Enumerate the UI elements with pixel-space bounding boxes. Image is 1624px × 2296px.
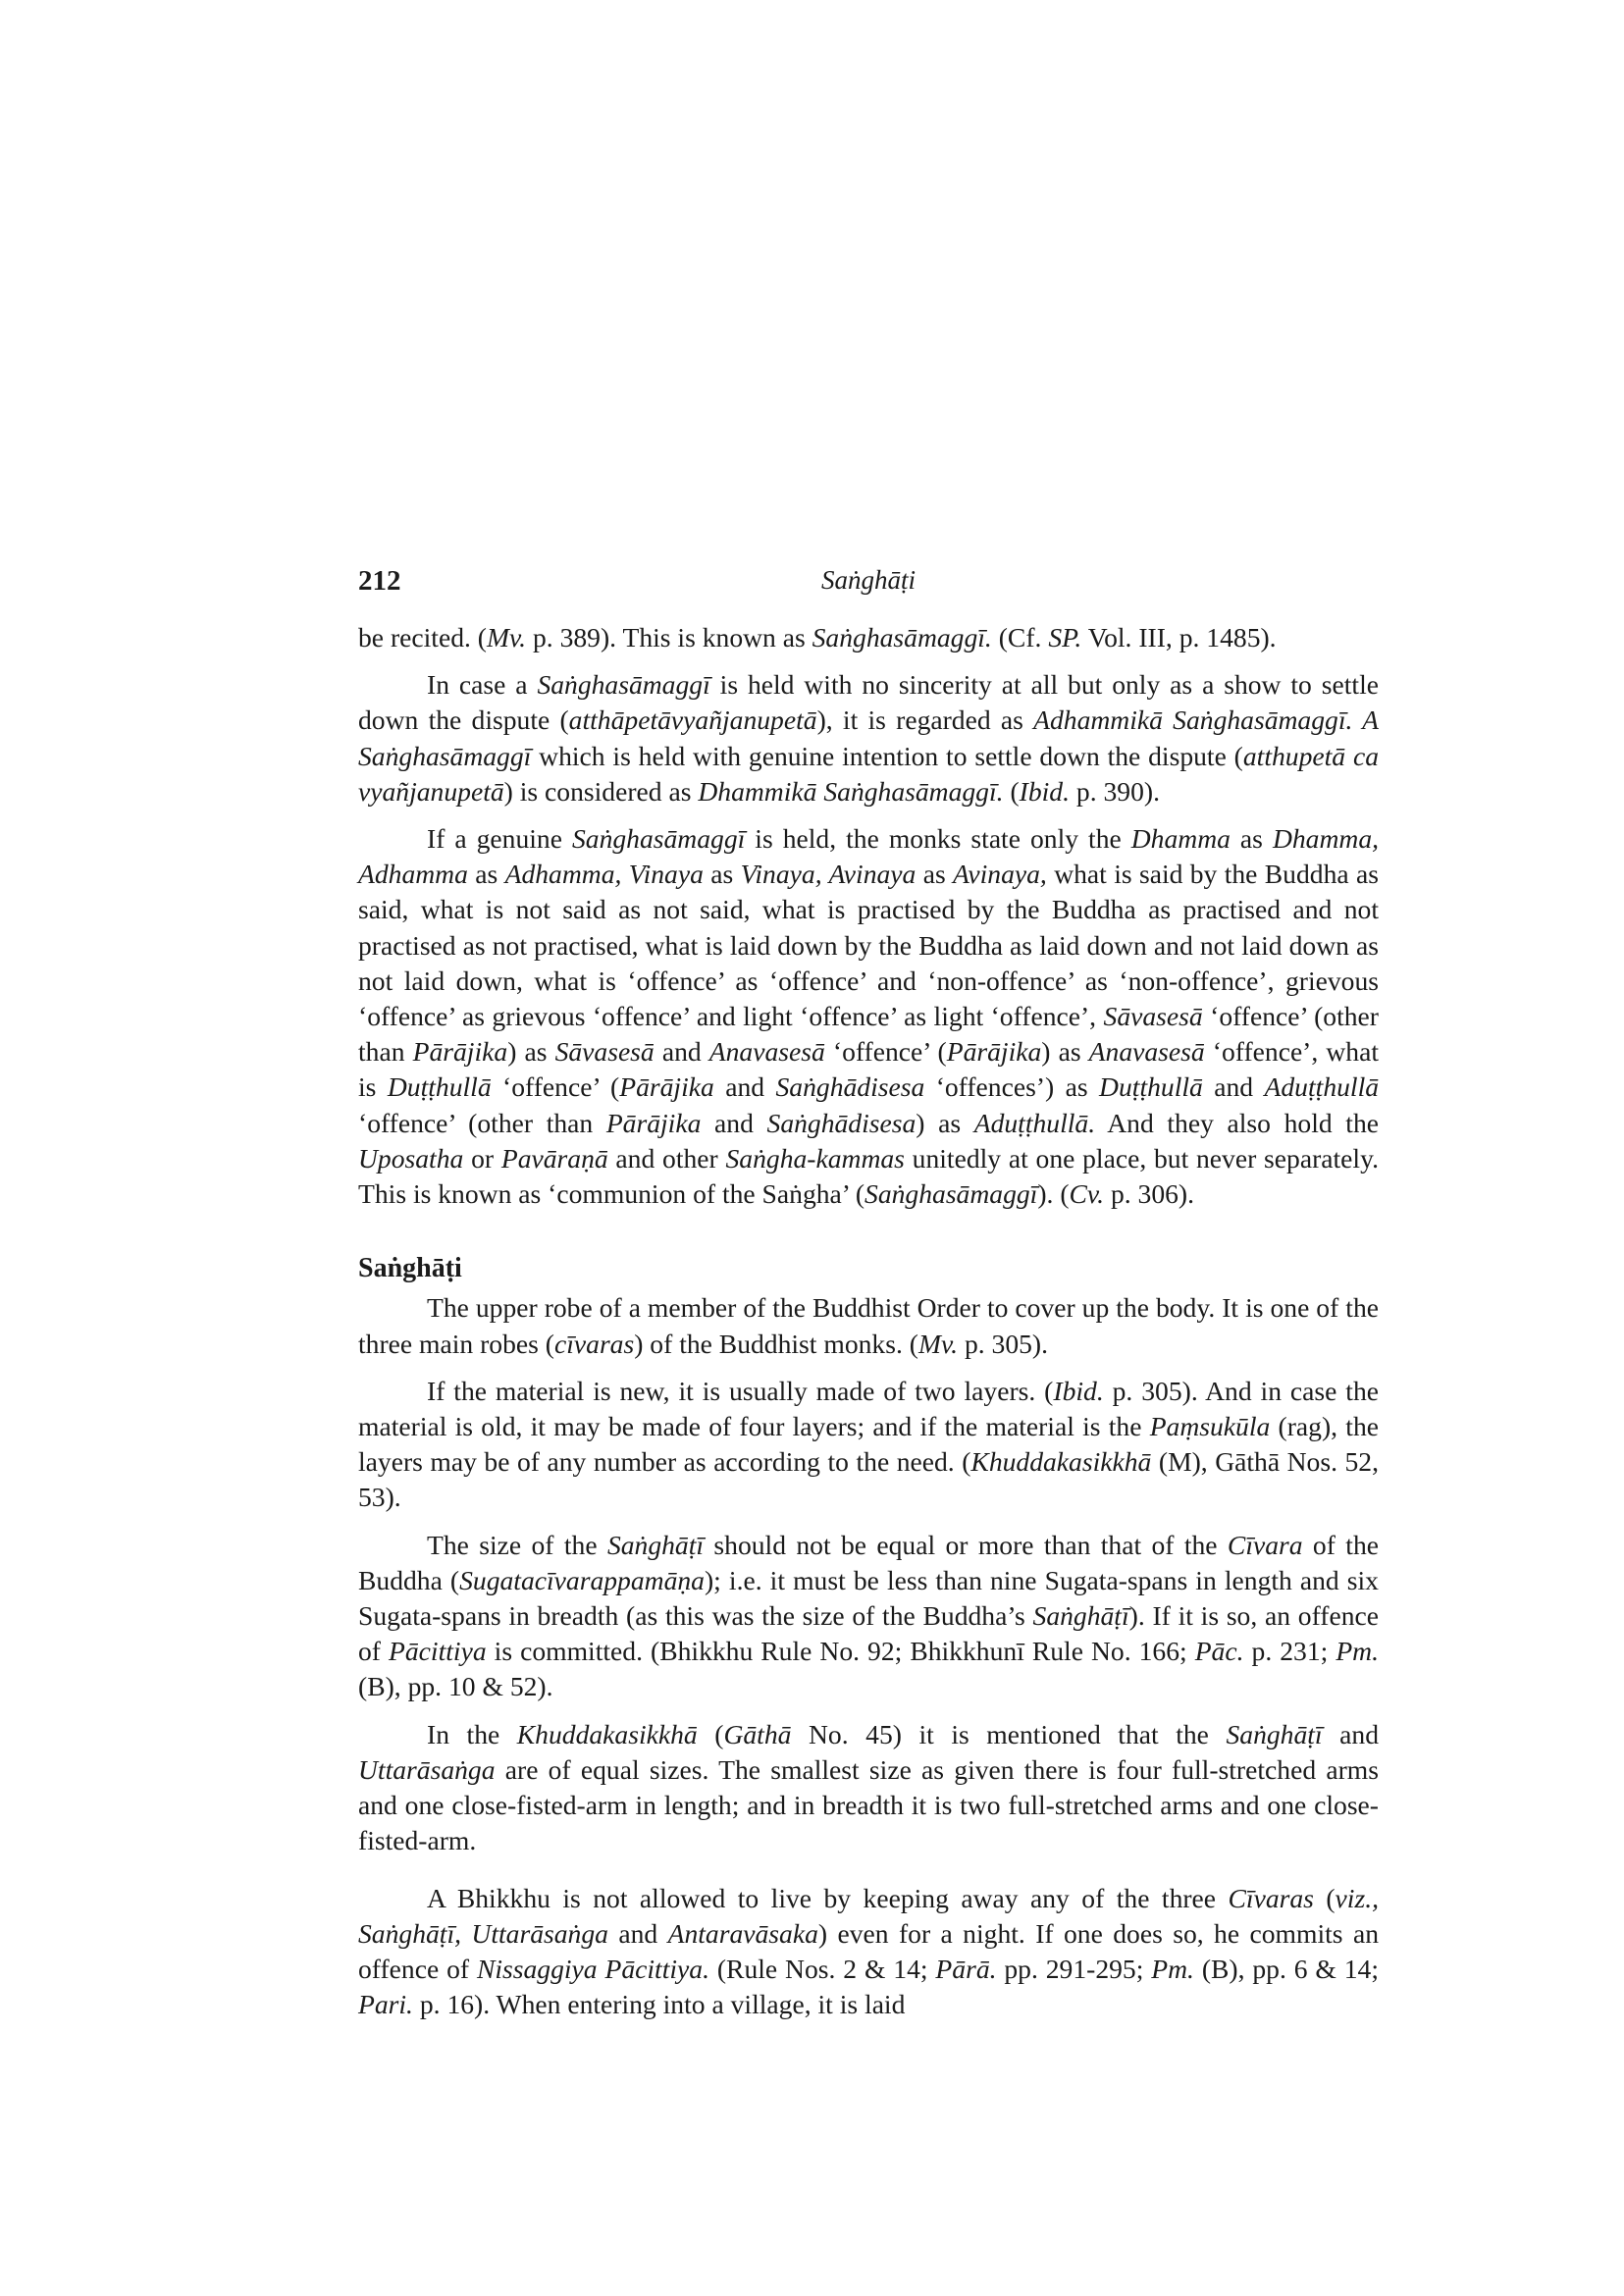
text-run: what is said by the Buddha as said, what is not said as not said, what is practised by the Buddha as practised and not practised as not practised, what is laid down by the Buddha as laid down and not laid down as not laid down, what is ‘offence’ as ‘offence’ and ‘non-offence’ as ‘non-offence’, grievous ‘offence’ as grievous ‘offence’ and light ‘offence’ as light ‘offence’, <box>358 859 1379 1032</box>
italic-term: Sugatacīvarappamāṇa <box>459 1564 705 1595</box>
italic-term: Pm. <box>1336 1636 1380 1667</box>
italic-term: Pavāraṇā <box>500 1142 608 1174</box>
page-header <box>358 565 1379 604</box>
text-run: pp. 291-295; <box>996 1953 1152 1984</box>
paragraph <box>358 667 1379 809</box>
text-run: should not be equal or more than that of the <box>704 1529 1228 1560</box>
text-run: ‘offence’, what is <box>358 1036 1380 1103</box>
text-run: No. 45) it is mentioned that the <box>791 1718 1227 1749</box>
text-run: as <box>916 859 954 890</box>
italic-term: Ibid. <box>1019 775 1070 807</box>
italic-term: Aduṭṭhullā. <box>973 1107 1096 1138</box>
section-heading: Saṅghāṭi <box>358 1253 462 1284</box>
paragraph <box>358 1881 1379 2023</box>
text-run: p. 389). This is known as <box>526 622 812 652</box>
text-run: are of equal sizes. The smallest size as given there is four full-stretched arms and one close-fisted-arm in length; and in breadth it is two full-stretched arms and one close-fisted-arm. <box>358 1753 1379 1856</box>
italic-term: Saṅghasāmaggī <box>537 669 710 701</box>
text-run: ). ( <box>1037 1178 1070 1210</box>
text-run: p. 305). <box>958 1328 1049 1359</box>
italic-term: Nissaggiya Pācittiya. <box>476 1953 709 1984</box>
text-run: ( <box>697 1718 724 1749</box>
italic-term: Saṅgha-kammas <box>725 1142 905 1174</box>
text-run: Vol. III, p. 1485). <box>1081 622 1277 652</box>
italic-term: Gāthā <box>723 1718 792 1749</box>
text-run: is held, the monks state only the <box>745 823 1131 855</box>
running-title: Saṅghāṭi <box>820 565 916 595</box>
italic-term: Vinaya, Avinaya <box>740 859 917 890</box>
italic-term: Saṅghāṭī <box>1226 1718 1323 1749</box>
text-run: ); i.e. it must be less than nine Sugata-spans in length and six Sugata-spans in breadth (as this was the size of the Buddha’s <box>358 1564 1379 1632</box>
text-run: p. 306). <box>1104 1178 1195 1210</box>
text-run: is held with no sincerity at all but only as a show to settle down the dispute ( <box>358 669 1379 736</box>
text-run: of the Buddha ( <box>358 1529 1379 1595</box>
text-run: and <box>713 1071 776 1103</box>
italic-term: Uttarāsaṅga <box>358 1753 496 1785</box>
italic-term: Saṅghāṭī <box>1032 1600 1129 1632</box>
text-run: (B), pp. 6 & 14; <box>1193 1953 1380 1984</box>
text-run: ‘offence’ (other than <box>358 1107 606 1138</box>
text-run: as <box>1230 823 1273 855</box>
text-run: ( <box>1313 1882 1336 1913</box>
italic-term: Saṅghādisesa <box>775 1071 925 1103</box>
text-run: and <box>701 1107 767 1138</box>
paragraph <box>358 1528 1379 1705</box>
text-run: and <box>654 1036 709 1068</box>
text-run: The upper robe of a member of the Buddhist Order to cover up the body. It is one of the three main robes ( <box>358 1292 1379 1359</box>
italic-term: Aduṭṭhullā <box>1264 1071 1380 1103</box>
text-run: p. 305). And in case the material is old, it may be made of four layers; and if the material is the <box>358 1375 1379 1442</box>
text-run: (Rule Nos. 2 & 14; <box>708 1953 936 1984</box>
italic-term: Dhamma <box>1130 823 1231 855</box>
text-run: p. 390). <box>1070 775 1160 807</box>
page-number: 212 <box>358 565 401 597</box>
italic-term: Uposatha <box>358 1142 464 1174</box>
text-run: unitedly at one place, but never separately. This is known as ‘communion of the Saṅgha’ ( <box>358 1142 1380 1210</box>
italic-term: Pari. <box>358 1989 413 2020</box>
italic-term: Pārājika <box>412 1036 508 1068</box>
paragraph <box>358 821 1379 1212</box>
text-run: be recited. ( <box>358 622 487 652</box>
text-run: And they also hold the <box>1095 1107 1379 1138</box>
italic-term: Pārā. <box>935 1953 997 1984</box>
italic-term: Duṭṭhullā <box>387 1071 492 1103</box>
italic-term: Cīvara <box>1227 1529 1303 1560</box>
text-run: (B), pp. 10 & 52). <box>358 1671 553 1702</box>
text-run: ‘offence’ ( <box>491 1071 620 1103</box>
italic-term: Saṅghādisesa <box>766 1107 917 1138</box>
italic-term: Saṅghāṭī <box>606 1529 705 1560</box>
text-run: ). If it is so, an offence of <box>358 1600 1380 1667</box>
paragraph <box>358 1717 1379 1859</box>
italic-term: Saṅghasāmaggī <box>864 1178 1038 1210</box>
text-run: If a genuine <box>427 823 572 855</box>
italic-term: Sāvasesā <box>554 1036 655 1068</box>
italic-term: Sāvasesā <box>1103 1001 1203 1032</box>
text-run: ( <box>1003 775 1020 807</box>
text-run: ) is considered as <box>503 775 699 807</box>
italic-term: Pācittiya <box>389 1636 487 1667</box>
text-run: ‘offence’ (other than <box>358 1001 1379 1068</box>
italic-term: cīvaras <box>553 1328 635 1359</box>
italic-term: Pm. <box>1151 1953 1194 1984</box>
text-run: ), it is regarded as <box>816 704 1034 736</box>
text-run: ‘offence’ ( <box>824 1036 947 1068</box>
italic-term: Saṅghasāmaggī <box>571 823 746 855</box>
text-run: as <box>703 859 741 890</box>
italic-term: Dhammikā Saṅghasāmaggī. <box>698 775 1004 807</box>
italic-term: Adhammikā Saṅghasāmaggī. A Saṅghasāmaggī <box>358 704 1379 771</box>
text-run: ‘offences’) as <box>924 1071 1100 1103</box>
italic-term: Dhamma, Adhamma <box>358 823 1380 890</box>
italic-term: Ibid. <box>1053 1375 1104 1406</box>
italic-term: Khuddakasikkhā <box>516 1718 698 1749</box>
text-run: and other <box>607 1142 726 1174</box>
text-run: ) as <box>1041 1036 1089 1068</box>
italic-term: Pārājika <box>619 1071 714 1103</box>
text-run: which is held with genuine intention to settle down the dispute ( <box>531 740 1243 771</box>
text-run: ) as <box>507 1036 555 1068</box>
text-run: (M), Gāthā Nos. 52, 53). <box>358 1446 1379 1513</box>
italic-term: Paṃsukūla <box>1149 1411 1271 1442</box>
italic-term: atthupetā ca vyañjanupetā <box>358 740 1379 807</box>
italic-term: viz., Saṅghāṭī, Uttarāsaṅga <box>358 1882 1379 1949</box>
italic-term: Avinaya, <box>953 859 1047 890</box>
text-run: ) of the Buddhist monks. ( <box>634 1328 918 1359</box>
paragraph <box>358 1290 1379 1361</box>
text-run: In case a <box>427 669 538 701</box>
italic-term: atthāpetāvyañjanupetā <box>568 704 817 736</box>
italic-term: Mv. <box>917 1328 959 1359</box>
text-run: is committed. (Bhikkhu Rule No. 92; Bhikkhunī Rule No. 166; <box>486 1636 1195 1667</box>
italic-term: Saṅghasāmaggī. <box>812 622 992 652</box>
italic-term: Cīvaras <box>1228 1882 1314 1913</box>
text-run: as <box>467 859 505 890</box>
italic-term: Mv. <box>487 622 527 652</box>
text-run: In the <box>427 1718 517 1749</box>
text-run: and <box>1202 1071 1265 1103</box>
page-body <box>358 620 1379 2034</box>
text-run: (rag), the layers may be of any number as according to the need. ( <box>358 1411 1379 1478</box>
italic-term: Anavasesā <box>1088 1036 1205 1068</box>
text-run: (Cf. <box>991 622 1049 652</box>
italic-term: Duṭṭhullā <box>1099 1071 1203 1103</box>
italic-term: Khuddakasikkhā <box>970 1446 1152 1478</box>
text-run: A Bhikkhu is not allowed to live by keeping away any of the three <box>427 1882 1229 1913</box>
text-run: If the material is new, it is usually made of two layers. ( <box>427 1375 1054 1406</box>
text-run: ) even for a night. If one does so, he commits an offence of <box>358 1917 1379 1984</box>
italic-term: Pāc. <box>1194 1636 1244 1667</box>
italic-term: Pārājika <box>605 1107 702 1138</box>
paragraph <box>358 1374 1379 1516</box>
text-run: and <box>1322 1718 1379 1749</box>
text-run: or <box>463 1142 501 1174</box>
paragraph <box>358 620 1379 655</box>
italic-term: Antaravāsaka <box>667 1917 818 1949</box>
italic-term: Pārājika <box>946 1036 1042 1068</box>
text-run: ) as <box>916 1107 974 1138</box>
text-run: The size of the <box>427 1529 607 1560</box>
italic-term: Adhamma, Vinaya <box>504 859 704 890</box>
italic-term: SP. <box>1048 622 1082 652</box>
italic-term: Cv. <box>1069 1178 1105 1210</box>
italic-term: Anavasesā <box>708 1036 825 1068</box>
text-run: p. 16). When entering into a village, it is laid <box>412 1989 906 2020</box>
text-run: and <box>607 1917 668 1949</box>
text-run: p. 231; <box>1243 1636 1336 1667</box>
